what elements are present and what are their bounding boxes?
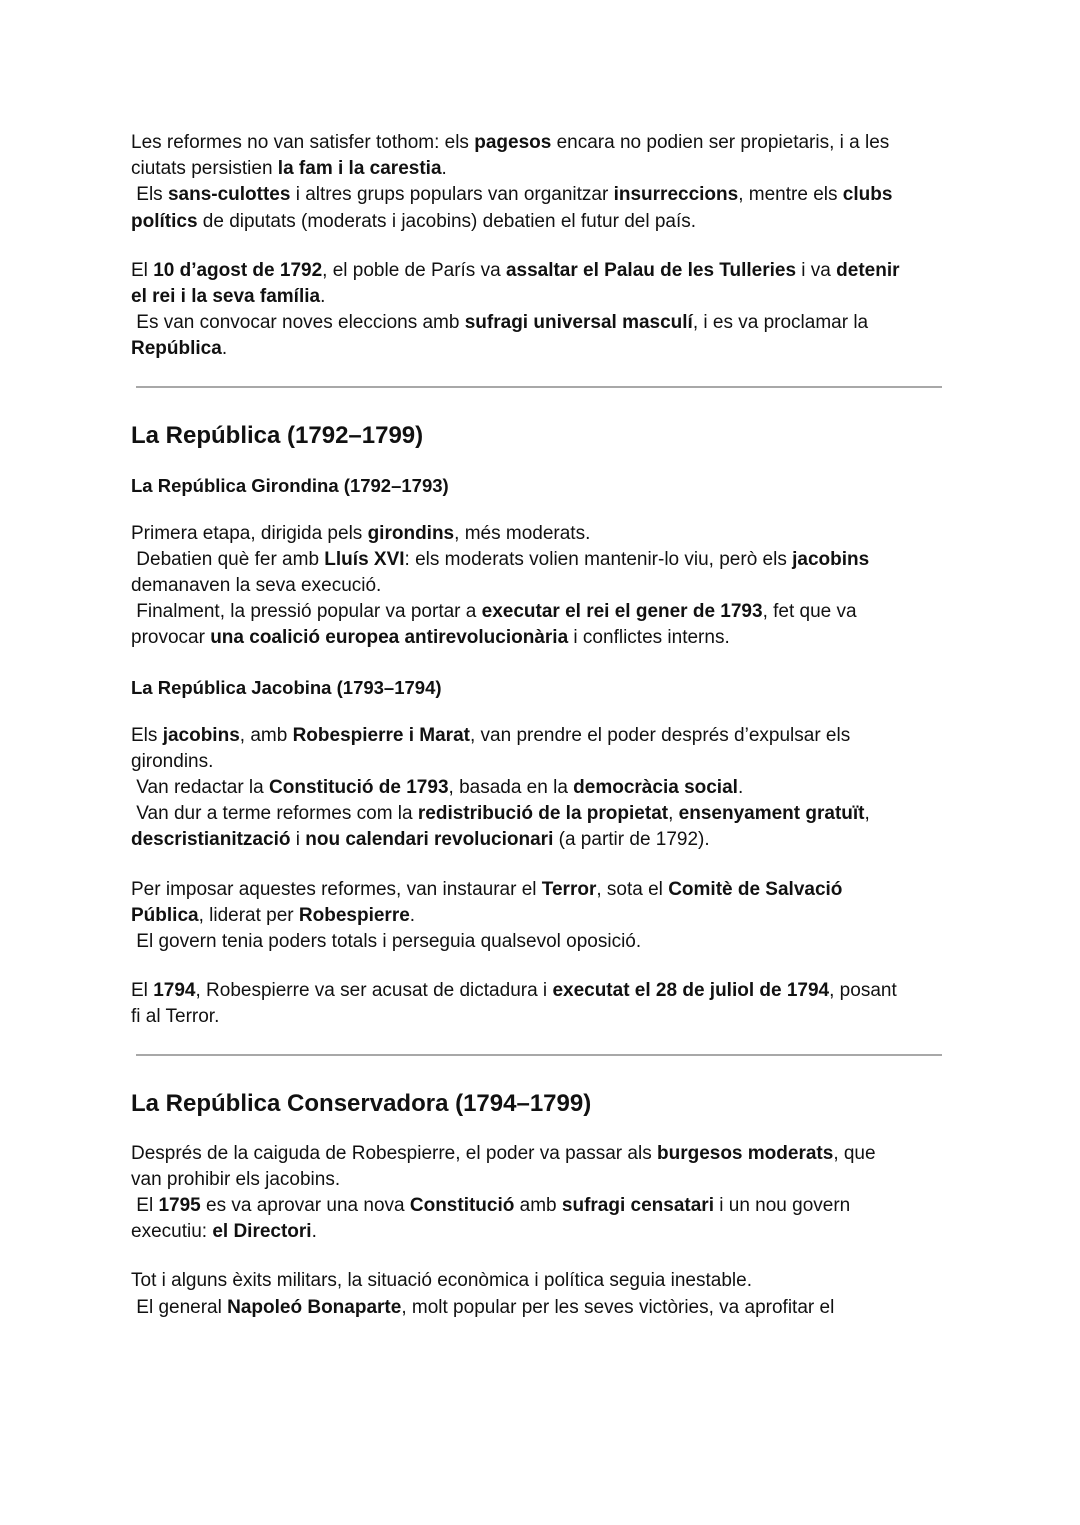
text-line (131, 573, 951, 599)
text: , (864, 803, 870, 825)
text: i un nou govern (713, 1195, 851, 1217)
text: , fet que va (762, 601, 857, 623)
text-line (131, 284, 951, 310)
bold-text: democràcia social (573, 777, 738, 799)
bold-text: Pública (131, 904, 199, 926)
text: , (668, 803, 679, 825)
text: Els (131, 184, 168, 206)
text: Van dur a terme reformes com la (131, 803, 418, 825)
paragraph (131, 877, 951, 956)
bold-text: el Directori (212, 1221, 312, 1243)
text: executiu: (131, 1221, 213, 1243)
text: Es van convocar noves eleccions amb (131, 312, 465, 334)
bold-text: una coalició europea antirevolucionària (210, 627, 569, 649)
text: encara no podien ser propietaris, i a les (551, 132, 890, 153)
text-line (131, 929, 951, 955)
text-line (131, 903, 951, 929)
text-line (131, 827, 951, 853)
text: : els moderats volien mantenir-lo viu, però els (404, 548, 793, 570)
text: El (131, 980, 154, 1002)
bold-text: insurreccions (613, 184, 739, 206)
text: demanaven la seva execució. (131, 575, 382, 597)
text: , molt popular per les seves victòries, va aprofitar el (401, 1296, 835, 1318)
bold-text: Constitució de 1793 (269, 777, 449, 799)
paragraph (131, 521, 951, 652)
bold-text: ensenyament gratuït (678, 803, 865, 825)
text: Per imposar aquestes reformes, van instaurar el (131, 878, 542, 900)
bold-text: girondins (367, 522, 455, 544)
text: Primera etapa, dirigida pels (131, 522, 368, 544)
bold-text: polítics (131, 210, 198, 232)
paragraph (131, 258, 951, 363)
section-divider (136, 386, 942, 388)
paragraph (131, 1268, 951, 1320)
text: amb (514, 1195, 562, 1217)
text: ciutats persistien (131, 158, 278, 180)
text-line (131, 336, 951, 362)
text: . (221, 338, 228, 360)
section-heading: La República Conservadora (1794–1799) (131, 1089, 592, 1117)
text: Els (131, 724, 163, 746)
text: (a partir de 1792). (553, 829, 710, 851)
text: , Robespierre va ser acusat de dictadura i (195, 980, 553, 1002)
text-line (131, 1268, 951, 1294)
text: . (311, 1221, 317, 1243)
paragraph (131, 978, 951, 1030)
bold-text: redistribució de la propietat (417, 803, 669, 825)
bold-text: Lluís XVI (324, 548, 405, 570)
text: , amb (239, 724, 293, 746)
bold-text: 1794 (153, 980, 196, 1002)
text-line (131, 801, 951, 827)
text: de diputats (moderats i jacobins) debatien el futur del país. (197, 210, 697, 232)
bold-text: burgesos moderats (656, 1142, 834, 1164)
text-line (131, 1004, 951, 1030)
text: i (290, 829, 306, 851)
text-line (131, 723, 951, 749)
text: fi al Terror. (131, 1006, 220, 1028)
bold-text: el rei i la seva família (131, 286, 321, 308)
bold-text: clubs (842, 184, 893, 206)
text: Van redactar la (131, 777, 270, 799)
text: . (320, 286, 326, 308)
text: Les reformes no van satisfer tothom: els (131, 132, 475, 153)
text-line (131, 1193, 951, 1219)
text-line (131, 749, 951, 775)
bold-text: jacobins (162, 724, 240, 746)
text-line (131, 1167, 951, 1193)
bold-text: descristianització (131, 829, 291, 851)
text-line (131, 258, 951, 284)
text: El govern tenia poders totals i perseguia qualsevol oposició. (131, 931, 642, 953)
bold-text: jacobins (792, 548, 870, 570)
bold-text: detenir (836, 259, 900, 281)
text: . (409, 904, 416, 926)
bold-text: República (131, 338, 222, 360)
text: . (441, 158, 447, 180)
text-line (131, 209, 951, 235)
bold-text: nou calendari revolucionari (305, 829, 554, 851)
bold-text: Terror (541, 878, 597, 900)
paragraph (131, 723, 951, 854)
text: i conflictes interns. (568, 627, 730, 649)
text-line (131, 775, 951, 801)
text: , van prendre el poder després d’expulsar els (469, 724, 851, 746)
bold-text: 10 d’agost de 1792 (153, 259, 323, 281)
text: , i es va proclamar la (692, 312, 869, 334)
text: , liderat per (198, 904, 299, 926)
bold-text: sans-culottes (167, 184, 291, 206)
text: girondins. (131, 750, 214, 772)
text: El general (131, 1296, 228, 1318)
text-line (131, 978, 951, 1004)
text-line (131, 877, 951, 903)
text: , posant (829, 980, 897, 1002)
text: , que (833, 1142, 876, 1164)
text-line (131, 1141, 951, 1167)
bold-text: executat el 28 de juliol de 1794 (552, 980, 830, 1002)
paragraph (131, 130, 951, 235)
bold-text: Robespierre i Marat (292, 724, 470, 746)
text-line (131, 1219, 951, 1245)
subsection-heading: La República Girondina (1792–1793) (131, 474, 449, 496)
text-line (131, 625, 951, 651)
paragraph (131, 1141, 951, 1246)
subsection-heading: La República Jacobina (1793–1794) (131, 676, 442, 698)
text-line (131, 599, 951, 625)
bold-text: executar el rei el gener de 1793 (481, 601, 763, 623)
bold-text: sufragi censatari (561, 1195, 714, 1217)
text: El (131, 259, 154, 281)
bold-text: 1795 (158, 1195, 201, 1217)
text: , mentre els (738, 184, 843, 206)
bold-text: Comitè de Salvació (668, 878, 843, 900)
text-line (131, 521, 951, 547)
text-line (131, 182, 951, 208)
text-line (131, 310, 951, 336)
bold-text: assaltar el Palau de les Tulleries (505, 259, 797, 281)
text: , basada en la (448, 777, 574, 799)
bold-text: Constitució (409, 1195, 515, 1217)
text: , sota el (596, 878, 669, 900)
text: . (737, 777, 744, 799)
bold-text: la fam i la carestia (277, 158, 442, 180)
text: es va aprovar una nova (200, 1195, 410, 1217)
text-line (131, 547, 951, 573)
text: Finalment, la pressió popular va portar a (131, 601, 482, 623)
document-page (131, 130, 951, 1344)
section-heading: La República (1792–1799) (131, 421, 424, 449)
text: El (131, 1195, 159, 1217)
bold-text: pagesos (474, 132, 552, 153)
text-line (131, 156, 951, 182)
text: Després de la caiguda de Robespierre, el poder va passar als (131, 1142, 657, 1164)
text: i altres grups populars van organitzar (290, 184, 614, 206)
text: , el poble de París va (322, 259, 506, 281)
bold-text: Napoleó Bonaparte (227, 1296, 402, 1318)
bold-text: Robespierre (298, 904, 410, 926)
section-divider (136, 1054, 942, 1056)
text: i va (796, 259, 837, 281)
text: provocar (131, 627, 211, 649)
text: , més moderats. (454, 522, 591, 544)
text: Tot i alguns èxits militars, la situació econòmica i política seguia inestable. (131, 1270, 752, 1292)
text-line (131, 130, 951, 156)
text: Debatien què fer amb (131, 548, 325, 570)
text-line (131, 1295, 951, 1321)
bold-text: sufragi universal masculí (464, 312, 693, 334)
text: van prohibir els jacobins. (131, 1168, 341, 1190)
